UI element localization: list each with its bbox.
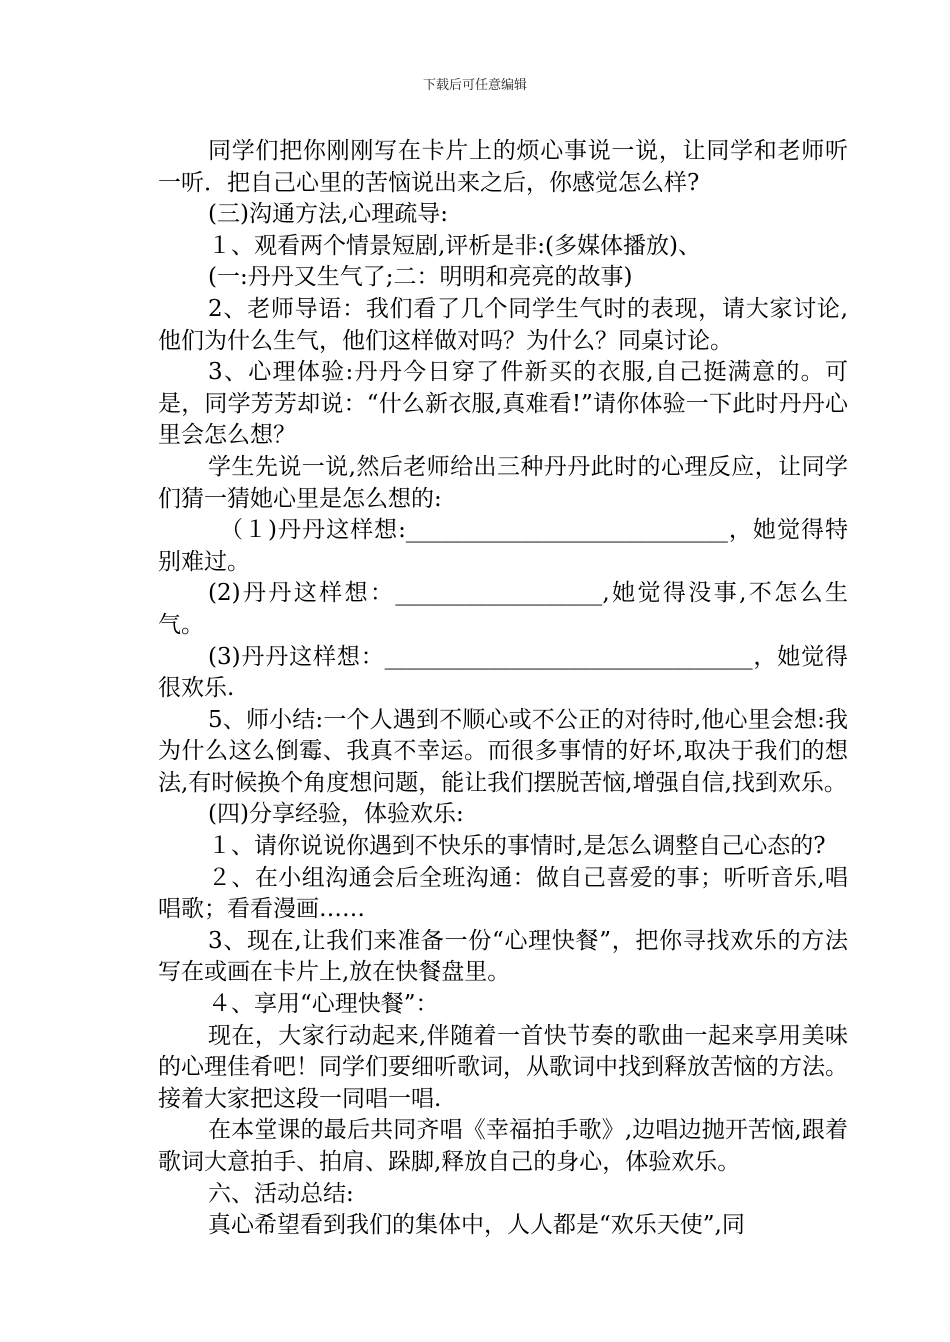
paragraph: 3、心理体验:丹丹今日穿了件新买的衣服,自己挺满意的。可是，同学芳芳却说：“什么新衣服,真难看!”请你体验一下此时丹丹心里会怎么想？ bbox=[158, 359, 848, 449]
paragraph: ４、享用“心理快餐”： bbox=[208, 991, 439, 1018]
fill-in-blank-item: (3)丹丹这样想：________________________________，她觉得很欢乐. bbox=[158, 643, 848, 702]
fill-in-blank-item: （１)丹丹这样想:____________________________，她觉得特别难过。 bbox=[158, 517, 848, 575]
document-body bbox=[158, 136, 848, 1242]
paragraph: 在本堂课的最后共同齐唱《幸福拍手歌》,边唱边抛开苦恼,跟着歌词大意拍手、拍肩、跺脚,释放自己的身心，体验欢乐。 bbox=[158, 1117, 848, 1175]
paragraph: １、请你说说你遇到不快乐的事情时,是怎么调整自己心态的? bbox=[208, 833, 826, 860]
section-heading: (四)分享经验，体验欢乐: bbox=[208, 801, 464, 828]
page-header: 下载后可任意编辑 bbox=[422, 78, 527, 93]
paragraph: 同学们把你刚刚写在卡片上的烦心事说一说，让同学和老师听一听．把自己心里的苦恼说出来之后，你感觉怎么样? bbox=[158, 138, 848, 196]
section-heading: 六、活动总结: bbox=[208, 1180, 354, 1207]
paragraph: 5、师小结:一个人遇到不顺心或不公正的对待时,他心里会想:我为什么这么倒霉、我真不幸运。而很多事情的好坏,取决于我们的想法,有时候换个角度想问题，能让我们摆脱苦恼,增强自信,找到欢乐。 bbox=[158, 706, 848, 796]
paragraph: 3、现在,让我们来准备一份“心理快餐”，把你寻找欢乐的方法写在或画在卡片上,放在快餐盘里。 bbox=[158, 927, 848, 986]
fill-in-blank-item: (2)丹丹这样想：__________________,她觉得没事,不怎么生气。 bbox=[158, 580, 848, 638]
paragraph: １、观看两个情景短剧,评析是非:(多媒体播放)、 bbox=[208, 232, 702, 259]
paragraph: 学生先说一说,然后老师给出三种丹丹此时的心理反应，让同学们猜一猜她心里是怎么想的: bbox=[158, 453, 848, 512]
paragraph: 真心希望看到我们的集体中，人人都是“欢乐天使”,同 bbox=[208, 1212, 745, 1239]
paragraph: ２、在小组沟通会后全班沟通：做自己喜爱的事；听听音乐,唱唱歌；看看漫画…… bbox=[158, 864, 848, 923]
section-heading: (三)沟通方法,心理疏导: bbox=[208, 201, 449, 228]
paragraph: 2、老师导语：我们看了几个同学生气时的表现，请大家讨论,他们为什么生气，他们这样做对吗？为什么？同桌讨论。 bbox=[158, 295, 848, 354]
paragraph: (一:丹丹又生气了;二：明明和亮亮的故事) bbox=[208, 264, 633, 291]
paragraph: 现在，大家行动起来,伴随着一首快节奏的歌曲一起来享用美味的心理佳肴吧！同学们要细听歌词，从歌词中找到释放苦恼的方法。接着大家把这段一同唱一唱. bbox=[158, 1022, 848, 1112]
